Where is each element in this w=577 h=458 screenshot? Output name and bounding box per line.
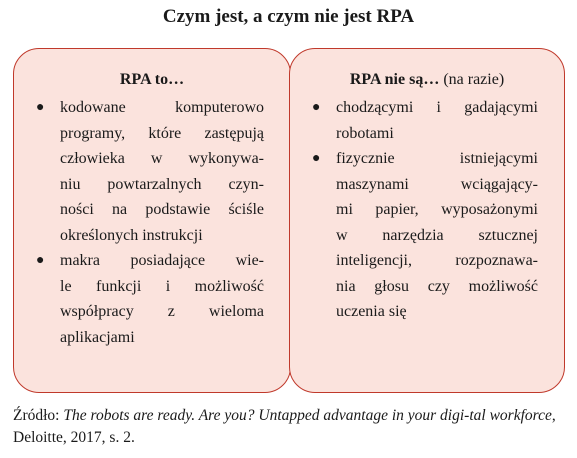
rpa-is-list bbox=[36, 95, 264, 350]
bullet-icon: ● bbox=[36, 100, 45, 115]
item-line: makra posiadające wie- bbox=[60, 252, 264, 269]
item-line: ności na podstawie ściśle bbox=[60, 201, 264, 218]
page-title: Czym jest, a czym nie jest RPA bbox=[162, 6, 415, 27]
rpa-is-not-heading-note: (na razie) bbox=[443, 71, 505, 88]
item-line: kodowane komputerowo bbox=[60, 99, 264, 116]
bullet-icon: ● bbox=[312, 151, 321, 166]
item-line: inteligencji, rozpoznawa- bbox=[336, 252, 538, 269]
source-title: The robots are ready. Are you? Untapped advantage in your digi-tal workforce bbox=[63, 407, 552, 424]
item-line: aplikacjami bbox=[60, 328, 135, 346]
list-item bbox=[36, 95, 264, 248]
bullet-icon: ● bbox=[312, 100, 321, 115]
rpa-is-not-heading bbox=[290, 71, 564, 89]
item-line: współpracy z wieloma bbox=[60, 303, 264, 320]
list-item bbox=[312, 95, 538, 146]
item-line: w narzędzia sztucznej bbox=[336, 226, 538, 244]
item-line: uczenia się bbox=[336, 303, 407, 320]
item-line: chodzącymi i gadającymi bbox=[336, 99, 538, 116]
item-line: robotami bbox=[336, 124, 394, 142]
rpa-is-not-heading-text: RPA nie są… bbox=[349, 71, 440, 88]
item-line: le funkcji i możliwość bbox=[60, 277, 264, 295]
rpa-is-box bbox=[13, 48, 291, 393]
item-line: niu powtarzalnych czyn- bbox=[60, 175, 264, 193]
item-line: nia głosu czy możliwość bbox=[336, 277, 538, 295]
item-line: maszynami wciągający- bbox=[336, 175, 538, 193]
source-suffix: , Deloitte, 2017, s. 2. bbox=[13, 407, 556, 446]
item-line: mi papier, wyposażonymi bbox=[336, 201, 538, 218]
item-line: fizycznie istniejącymi bbox=[336, 150, 538, 167]
item-line: określonych instrukcji bbox=[60, 226, 203, 244]
list-item bbox=[312, 146, 538, 325]
rpa-is-not-box bbox=[289, 48, 565, 393]
rpa-is-heading-text: RPA to… bbox=[119, 71, 185, 88]
source-prefix: Źródło: bbox=[13, 407, 64, 424]
item-line: człowieka w wykonywa- bbox=[60, 150, 264, 167]
rpa-is-not-list bbox=[312, 95, 538, 325]
source-note bbox=[13, 405, 561, 449]
list-item bbox=[36, 248, 264, 350]
bullet-icon: ● bbox=[36, 253, 45, 268]
rpa-is-heading bbox=[14, 71, 290, 89]
item-line: programy, które zastępują bbox=[60, 124, 264, 142]
